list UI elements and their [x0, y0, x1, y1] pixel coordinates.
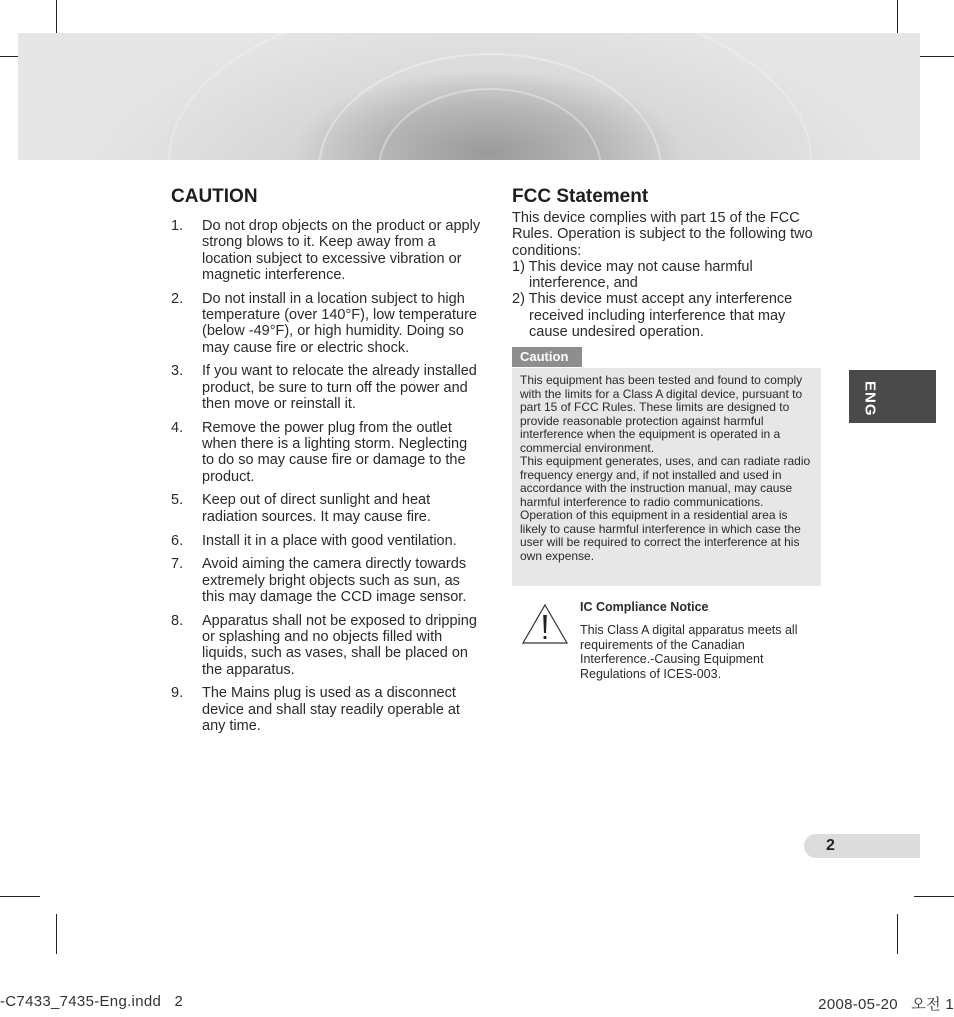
- list-item-text: If you want to relocate the already installed product, be sure to turn off the power and then move or reinstall it.: [202, 363, 477, 412]
- caution-paragraph: This equipment generates, uses, and can radiate radio frequency energy and, if not installed and used in accordance with the instruction manual, may cause harmful interference to radio communications. Operation of this equipment in a residential area is likely to cause harmful interference in which case the user will be required to correct the interference at his own expense.: [520, 454, 811, 563]
- crop-mark: [914, 896, 954, 897]
- list-item-number: 9.: [171, 685, 184, 702]
- list-item-number: 6.: [171, 532, 184, 549]
- list-item-text: Keep out of direct sunlight and heat radiation sources. It may cause fire.: [202, 492, 431, 525]
- fcc-statement-body: [512, 210, 824, 340]
- list-item-text: Apparatus shall not be exposed to dripping or splashing and no objects filled with liquids, such as vases, shall be placed on the apparatus.: [202, 612, 477, 678]
- warning-triangle-icon: [521, 603, 569, 645]
- lens-ring: [168, 33, 812, 160]
- list-item-text: Do not drop objects on the product or apply strong blows to it. Keep away from a location subject to excessive vibration or magnetic interference.: [202, 218, 481, 283]
- list-item: [171, 492, 481, 525]
- list-item: [171, 556, 481, 605]
- list-item-text: Install it in a place with good ventilation.: [202, 532, 457, 549]
- list-item-number: 8.: [171, 612, 184, 629]
- list-item-number: 5.: [171, 492, 184, 509]
- footer-date: 2008-05-20 오전 1: [818, 996, 954, 1013]
- ic-compliance-title: IC Compliance Notice: [580, 600, 709, 614]
- list-item-number: 4.: [171, 419, 184, 436]
- ic-compliance-text: This Class A digital apparatus meets all requirements of the Canadian Interference.-Causing Equipment Regulations of ICES-003.: [580, 623, 798, 681]
- list-item-text: Avoid aiming the camera directly towards extremely bright objects such as sun, as this may damage the CCD image sensor.: [202, 556, 467, 605]
- caution-paragraph: This equipment has been tested and found to comply with the limits for a Class A digital device, pursuant to part 15 of FCC Rules. These limits are designed to provide reasonable protection against harmful interference when the equipment is operated in a commercial environment.: [520, 373, 803, 455]
- footer-file-name: -C7433_7435-Eng.indd 2: [0, 993, 184, 1010]
- fcc-intro: This device complies with part 15 of the FCC Rules. Operation is subject to the following two conditions:: [512, 210, 813, 259]
- page-number: 2: [826, 837, 835, 854]
- header-banner-image: [18, 33, 920, 160]
- crop-mark: [914, 56, 954, 57]
- language-tab-label: ENG: [861, 381, 879, 417]
- crop-mark: [897, 914, 898, 954]
- list-item: [171, 420, 481, 485]
- list-item-text: Do not install in a location subject to high temperature (over 140°F), low temperature (below -49°F), or high humidity. Doing so may cause fire or electric shock.: [202, 290, 477, 356]
- list-item: [171, 533, 481, 549]
- crop-mark: [0, 896, 40, 897]
- page-number-badge: [804, 834, 920, 858]
- list-item-number: 2.: [171, 290, 184, 307]
- list-item: [171, 218, 481, 283]
- list-item-number: 7.: [171, 556, 184, 573]
- list-item: [171, 363, 481, 412]
- caution-label: Caution: [512, 347, 582, 367]
- list-item: [171, 613, 481, 678]
- list-item-number: 1.: [171, 218, 184, 234]
- list-item: [171, 685, 481, 734]
- fcc-condition-1: 1) This device may not cause harmful interference, and: [512, 258, 753, 292]
- caution-list: [171, 218, 481, 742]
- fcc-heading: FCC Statement: [512, 186, 649, 207]
- crop-mark: [897, 0, 898, 37]
- crop-mark: [56, 0, 57, 37]
- list-item-text: Remove the power plug from the outlet when there is a lighting storm. Neglecting to do so may cause fire or damage to the product.: [202, 419, 468, 485]
- language-tab-eng: [849, 370, 936, 423]
- crop-mark: [56, 914, 57, 954]
- caution-notice-box: [512, 368, 821, 586]
- caution-heading: CAUTION: [171, 186, 258, 207]
- list-item-text: The Mains plug is used as a disconnect device and shall stay readily operable at any time.: [202, 685, 460, 735]
- list-item-number: 3.: [171, 363, 184, 380]
- list-item: [171, 291, 481, 356]
- fcc-condition-2: 2) This device must accept any interference received including interference that may cause undesired operation.: [512, 291, 793, 341]
